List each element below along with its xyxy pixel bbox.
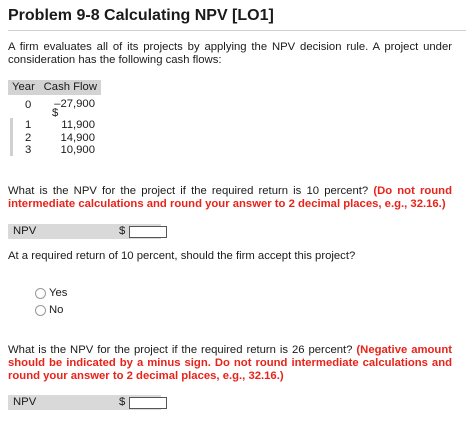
radio-button-icon[interactable] xyxy=(35,305,46,316)
question-1-instruction: (Do not round intermediate calculations and round your answer to 2 decimal places, e.g., 32.16.) xyxy=(8,185,452,210)
npv-label: NPV xyxy=(13,225,37,237)
problem-title: Problem 9-8 Calculating NPV [LO1] xyxy=(8,7,274,24)
question-2-text: At a required return of 10 percent, should the firm accept this project? xyxy=(8,250,356,262)
year-cell: 0 xyxy=(25,99,32,111)
question-3-text xyxy=(8,344,452,383)
table-row xyxy=(8,132,101,145)
amount-cell: –27,900 xyxy=(54,98,95,110)
year-header: Year xyxy=(12,81,35,93)
radio-label-no: No xyxy=(49,304,64,316)
question-1-prompt: What is the NPV for the project if the required return is 10 percent? xyxy=(8,185,374,197)
currency-symbol: $ xyxy=(119,396,126,408)
npv-answer-row-2 xyxy=(8,395,161,410)
npv-input-10-percent[interactable] xyxy=(129,226,167,238)
amount-cell: 10,900 xyxy=(60,144,95,156)
cash-flow-table-header xyxy=(8,80,101,95)
amount-cell: 14,900 xyxy=(60,131,95,144)
year-cell: 2 xyxy=(25,131,32,144)
table-row xyxy=(8,144,101,157)
npv-answer-row-1 xyxy=(8,224,161,239)
currency-symbol: $ xyxy=(119,225,126,237)
intro-text: A firm evaluates all of its projects by applying the NPV decision rule. A project under consideration has the following cash flows: xyxy=(8,41,452,66)
npv-label: NPV xyxy=(13,396,37,408)
question-3-prompt: What is the NPV for the project if the required return is 26 percent? xyxy=(8,344,357,356)
year-cell: 3 xyxy=(25,144,32,156)
table-row xyxy=(8,119,101,132)
radio-button-icon[interactable] xyxy=(35,288,46,299)
table-row xyxy=(8,95,101,119)
cash-flow-header: Cash Flow xyxy=(43,81,97,93)
question-3-instruction: (Negative amount should be indicated by a minus sign. Do not round intermediate calculations and round your answer to 2 decimal places, e.g., 32.16.) xyxy=(8,344,452,382)
cash-flow-table xyxy=(8,80,101,157)
year-cell: 1 xyxy=(25,119,32,131)
amount-cell: 11,900 xyxy=(61,119,95,131)
currency-symbol: $ xyxy=(52,107,59,119)
npv-input-26-percent[interactable] xyxy=(129,397,167,409)
radio-label-yes: Yes xyxy=(49,287,68,299)
question-1-text xyxy=(8,185,452,211)
title-divider xyxy=(8,30,466,31)
table-side-bar xyxy=(10,118,13,156)
